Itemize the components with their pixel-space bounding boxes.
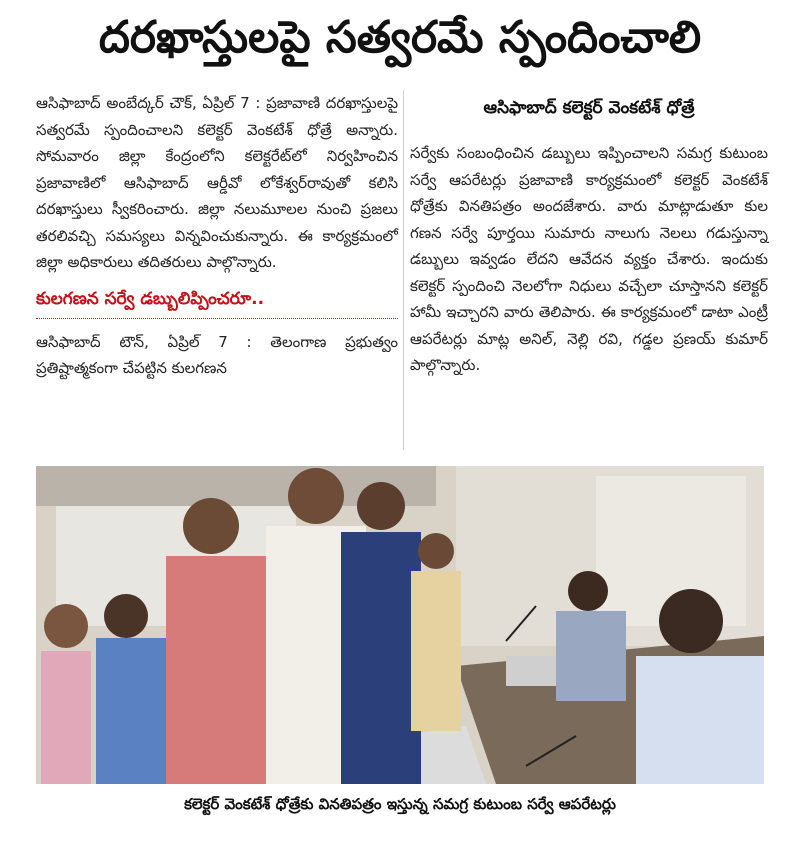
right-paragraph: సర్వేకు సంబంధించిన డబ్బులు ఇప్పించాలని సమగ్ర కుటుంబ సర్వే ఆపరేటర్లు ప్రజావాణి కార్యక్రమంలో కలెక్టర్ వెంకటేశ్ ధోత్రేకు వినతిపత్రం అందజేశారు. వారు మాట్లాడుతూ కుల గణన సర్వే పూర్తయి సుమారు నాలుగు నెలలు గడుస్తున్నా డబ్బులు ఇవ్వడం లేదని ఆవేదన వ్యక్తం చేశారు. ఇందుకు కలెక్టర్ స్పందించి నెలలోగా నిధులు వచ్చేలా చూస్తానని కలెక్టర్ హామీ ఇచ్చారని వారు తెలిపారు. ఈ కార్యక్రమంలో డాటా ఎంట్రీ ఆపరేటర్లు మాట్ల అనిల్, నెల్లి రవి, గడ్డల ప్రణయ్ కుమార్ పాల్గొన్నారు. [410,144,768,374]
right-column [410,140,768,379]
column-divider [403,90,404,450]
left-subhead: కులగణన సర్వే డబ్బులిప్పించరూ.. [36,286,398,319]
right-subhead: ఆసిఫాబాద్ కలెక్టర్ వెంకటేశ్ ధోత్రే [483,98,695,118]
news-photo [36,466,764,784]
left-paragraph-2: ఆసిఫాబాద్ టౌన్, ఏప్రిల్ 7 : తెలంగాణ ప్రభుత్వం ప్రతిష్టాత్మకంగా చేపట్టిన కులగణన [36,332,398,377]
left-paragraph-1: ఆసిఫాబాద్ అంబేద్కర్ చౌక్, ఏప్రిల్ 7 : ప్రజావాణి దరఖాస్తులపై సత్వరమే స్పందించాలని కలెక్టర్ వెంకటేశ్ ధోత్రే అన్నారు. సోమవారం జిల్లా కేంద్రంలోని కలెక్టరేట్‌లో నిర్వహించిన ప్రజావాణిలో ఆసిఫాబాద్ ఆర్డీవో లోకేశ్వర్‌రావుతో కలిసి దరఖాస్తులు స్వీకరించారు. జిల్లా నలుమూలల నుంచి ప్రజలు తరలివచ్చి సమస్యలు విన్నవించుకున్నారు. ఈ కార్యక్రమంలో జిల్లా అధికారులు తదితరులు పాల్గొన్నారు. [36,94,398,271]
left-column [36,90,398,382]
headline: దరఖాస్తులపై సత్వరమే స్పందించాలి [98,12,702,63]
photo-caption: కలెక్టర్ వెంకటేశ్ ధోత్రేకు వినతిపత్రం ఇస్తున్న సమగ్ర కుటుంబ సర్వే ఆపరేటర్లు [184,795,616,813]
